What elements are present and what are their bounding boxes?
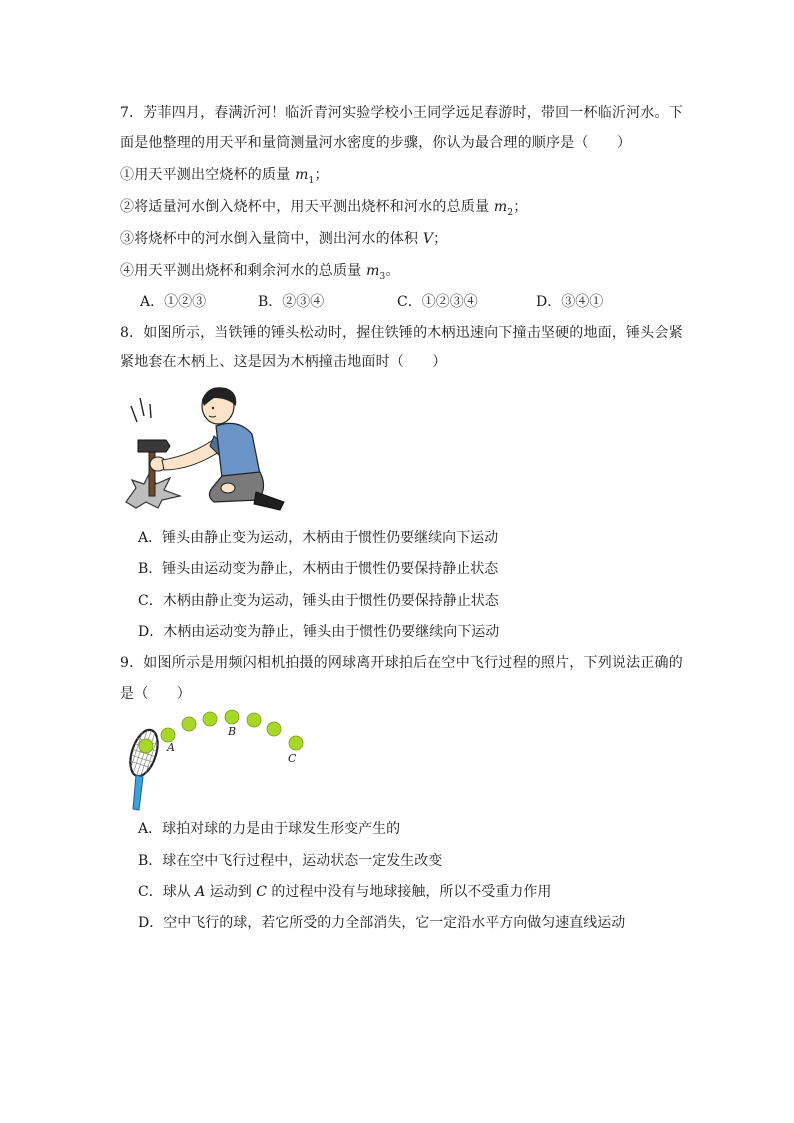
ball: [203, 712, 217, 726]
hammer-handle: [149, 448, 155, 496]
q9-stem-line1: 9．如图所示是用频闪相机拍摄的网球离开球拍后在空中飞行过程的照片，下列说法正确的: [120, 655, 683, 671]
hammer-figure: [118, 384, 293, 514]
q7-option-c[interactable]: C．①②③④: [397, 294, 478, 310]
q8-stem-line1: 8．如图所示，当铁锤的锤头松动时，握住铁锤的木柄迅速向下撞击坚硬的地面，锤头会紧: [120, 325, 683, 341]
q8-stem-line2: 紧地套在木柄上、这是因为木柄撞击地面时（ ）: [120, 354, 447, 370]
motion-lines-icon: [131, 398, 151, 422]
ball: [182, 717, 196, 731]
shoe: [254, 492, 284, 510]
ball-c: [289, 736, 303, 750]
label-b: B: [228, 725, 237, 738]
q9-stem-line2: 是（ ）: [120, 686, 191, 702]
q8-option-a[interactable]: A．锤头由静止变为运动，木柄由于惯性仍要继续向下运动: [138, 530, 499, 546]
ball: [267, 722, 281, 736]
q8-option-b[interactable]: B．锤头由运动变为静止，木柄由于惯性仍要保持静止状态: [138, 561, 499, 577]
q7-option-a[interactable]: A．①②③: [140, 294, 207, 310]
q7-option-b[interactable]: B．②③④: [258, 294, 325, 310]
label-a: A: [167, 741, 175, 754]
racket-handle: [133, 775, 143, 810]
q7-step-2: ②将适量河水倒入烧杯中，用天平测出烧杯和河水的总质量 $m_2$；: [120, 199, 528, 218]
q7-step-3: ③将烧杯中的河水倒入量筒中，测出河水的体积 V；: [120, 231, 448, 247]
q8-option-d[interactable]: D．木柄由运动变为静止，锤头由于惯性仍要继续向下运动: [138, 624, 500, 640]
label-c: C: [288, 752, 297, 765]
ball: [247, 713, 261, 727]
ball-a: [139, 739, 153, 753]
ball-b: [225, 710, 239, 724]
q7-step-1: ①用天平测出空烧杯的质量 $m_1$；: [120, 167, 329, 186]
hammer-head-icon: [138, 440, 170, 452]
tennis-figure: [124, 705, 314, 815]
tennis-balls: [139, 710, 303, 753]
q7-option-d[interactable]: D．③④①: [536, 294, 604, 310]
ball: [161, 728, 175, 742]
q9-option-b[interactable]: B．球在空中飞行过程中，运动状态一定发生改变: [138, 853, 443, 869]
q9-option-a[interactable]: A．球拍对球的力是由于球发生形变产生的: [138, 821, 401, 837]
q8-option-c[interactable]: C．木柄由静止变为运动，锤头由于惯性仍要保持静止状态: [138, 593, 499, 609]
q7-stem-line1: 7．芳菲四月，春满沂河！临沂青河实验学校小王同学远足春游时，带回一杯临沂河水。下: [120, 105, 683, 121]
q9-option-c[interactable]: C．球从 A 运动到 C 的过程中没有与地球接触，所以不受重力作用: [138, 884, 552, 900]
q9-option-d[interactable]: D．空中飞行的球，若它所受的力全部消失，它一定沿水平方向做匀速直线运动: [138, 915, 626, 931]
shirt: [216, 423, 260, 479]
q7-step-4: ④用天平测出烧杯和剩余河水的总质量 $m_3$。: [120, 263, 400, 282]
q7-stem-line2: 面是他整理的用天平和量筒测量河水密度的步骤，你认为最合理的顺序是（ ）: [120, 135, 632, 151]
